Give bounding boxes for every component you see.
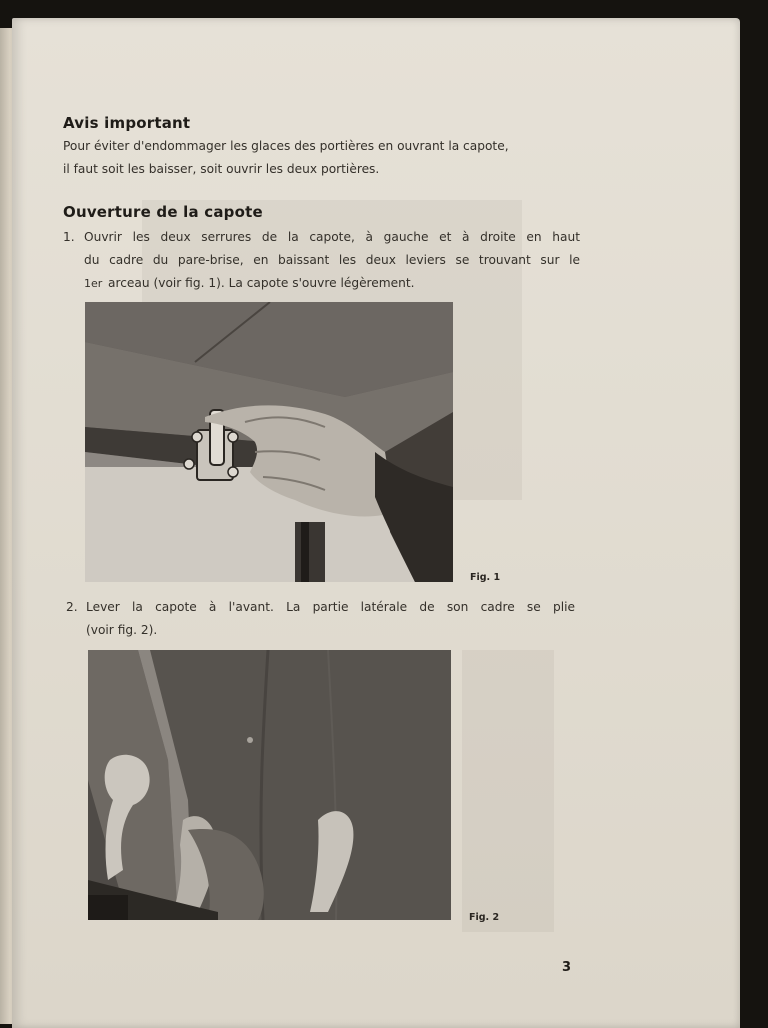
avis-line-1: Pour éviter d'endommager les glaces des portières en ouvrant la capote, xyxy=(63,139,509,153)
section-title-avis: Avis important xyxy=(63,114,191,132)
show-through-block-2 xyxy=(462,650,554,932)
step-2-line-2: (voir fig. 2). xyxy=(86,623,158,637)
figure-2-photo xyxy=(88,650,451,920)
step-2-number: 2. xyxy=(66,600,78,614)
step-1-ordinal: 1er xyxy=(84,277,103,290)
figure-2-caption: Fig. 2 xyxy=(469,912,500,923)
page-number: 3 xyxy=(562,960,572,975)
roof-lift-photo-illustration xyxy=(88,650,451,920)
avis-line-2: il faut soit les baisser, soit ouvrir les deux portières. xyxy=(63,162,380,176)
figure-1-caption: Fig. 1 xyxy=(470,572,501,583)
step-1-line-1: Ouvrir les deux serrures de la capote, à gauche et à droite en haut xyxy=(84,230,580,244)
step-1-line-3: arceau (voir fig. 1). La capote s'ouvre légèrement. xyxy=(108,276,415,290)
figure-1-photo xyxy=(85,302,453,582)
section-title-ouverture: Ouverture de la capote xyxy=(63,203,263,221)
step-1-number: 1. xyxy=(63,230,75,244)
step-1-line-2: du cadre du pare-brise, en baissant les deux leviers se trouvant sur le xyxy=(84,253,580,267)
booklet-page xyxy=(12,18,740,1028)
step-2-line-1: Lever la capote à l'avant. La partie latérale de son cadre se plie xyxy=(86,600,575,614)
latch-photo-illustration xyxy=(85,302,453,582)
